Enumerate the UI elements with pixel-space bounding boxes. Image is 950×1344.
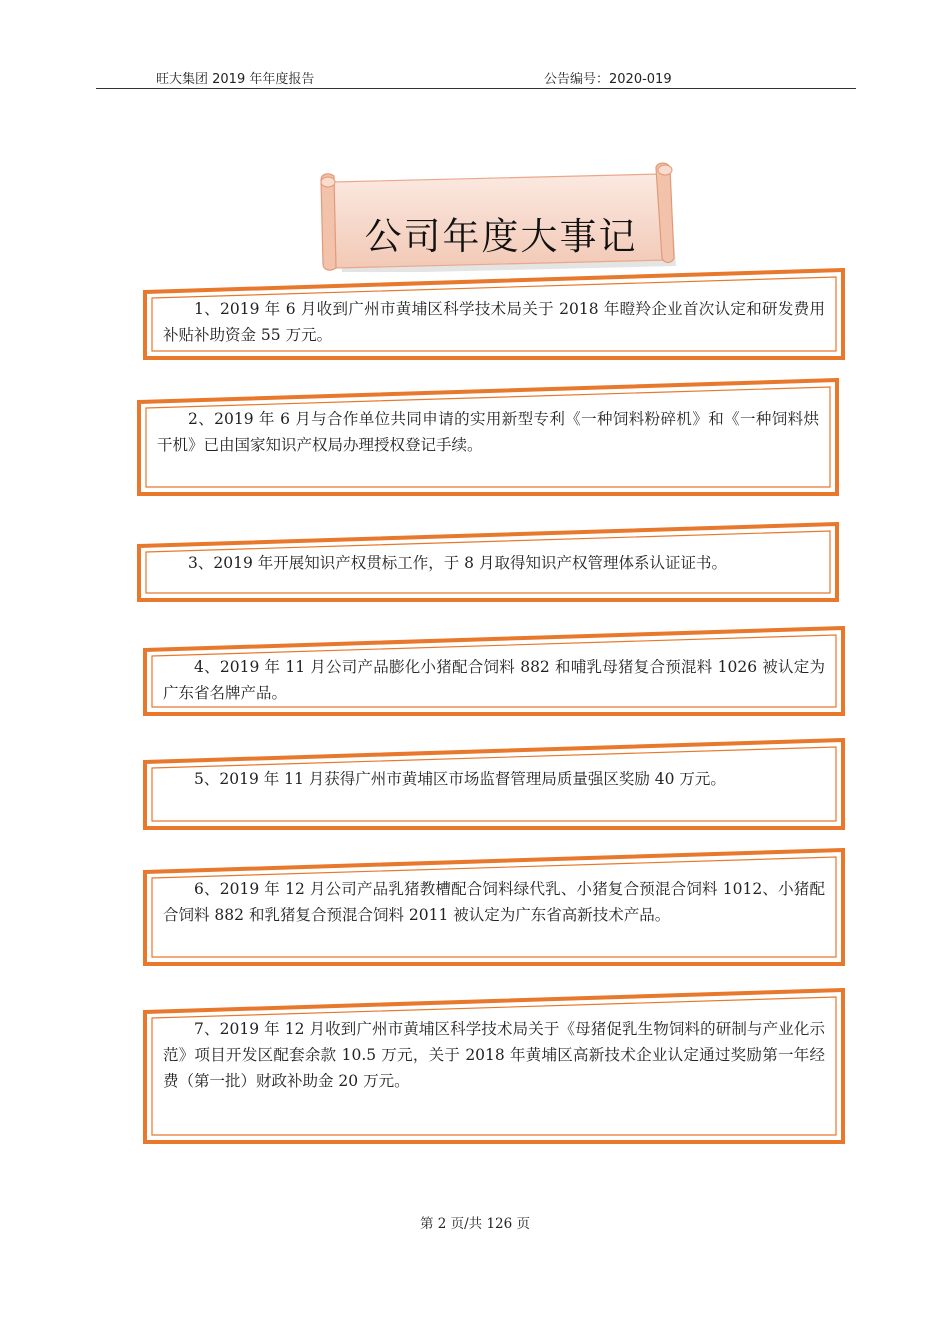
header-announcement-number: 公告编号：2020-019 [544,72,672,87]
event-card [137,378,839,496]
title-scroll-banner [318,162,678,272]
event-card [143,626,845,716]
page-number: 第 2 页/共 126 页 [419,1216,531,1232]
event-card [143,848,845,966]
header-report-title: 旺大集团 2019 年年度报告 [156,72,315,87]
header-rule [96,88,856,89]
event-text: 7、2019 年 12 月收到广州市黄埔区科学技术局关于《母猪促乳生物饲料的研制与产业化示范》项目开发区配套余款 10.5 万元，关于 2018 年黄埔区高新技术企业认定通过奖励第一年经费（第一批）财政补助金 20 万元。 [163,1020,825,1090]
page-title: 公司年度大事记 [364,215,638,258]
event-card [143,988,845,1144]
event-text: 3、2019 年开展知识产权贯标工作，于 8 月取得知识产权管理体系认证证书。 [188,554,727,572]
event-text: 1、2019 年 6 月收到广州市黄埔区科学技术局关于 2018 年瞪羚企业首次认定和研发费用补贴补助资金 55 万元。 [163,300,825,344]
event-card [137,522,839,602]
event-card [143,738,845,830]
event-text: 6、2019 年 12 月公司产品乳猪教槽配合饲料绿代乳、小猪复合预混合饲料 1012、小猪配合饲料 882 和乳猪复合预混合饲料 2011 被认定为广东省高新技术产品。 [163,880,825,924]
event-text: 5、2019 年 11 月获得广州市黄埔区市场监督管理局质量强区奖励 40 万元。 [194,770,726,788]
event-card [143,268,845,360]
event-text: 4、2019 年 11 月公司产品膨化小猪配合饲料 882 和哺乳母猪复合预混料 1026 被认定为广东省名牌产品。 [163,658,825,702]
event-text: 2、2019 年 6 月与合作单位共同申请的实用新型专利《一种饲料粉碎机》和《一种饲料烘干机》已由国家知识产权局办理授权登记手续。 [157,410,819,454]
